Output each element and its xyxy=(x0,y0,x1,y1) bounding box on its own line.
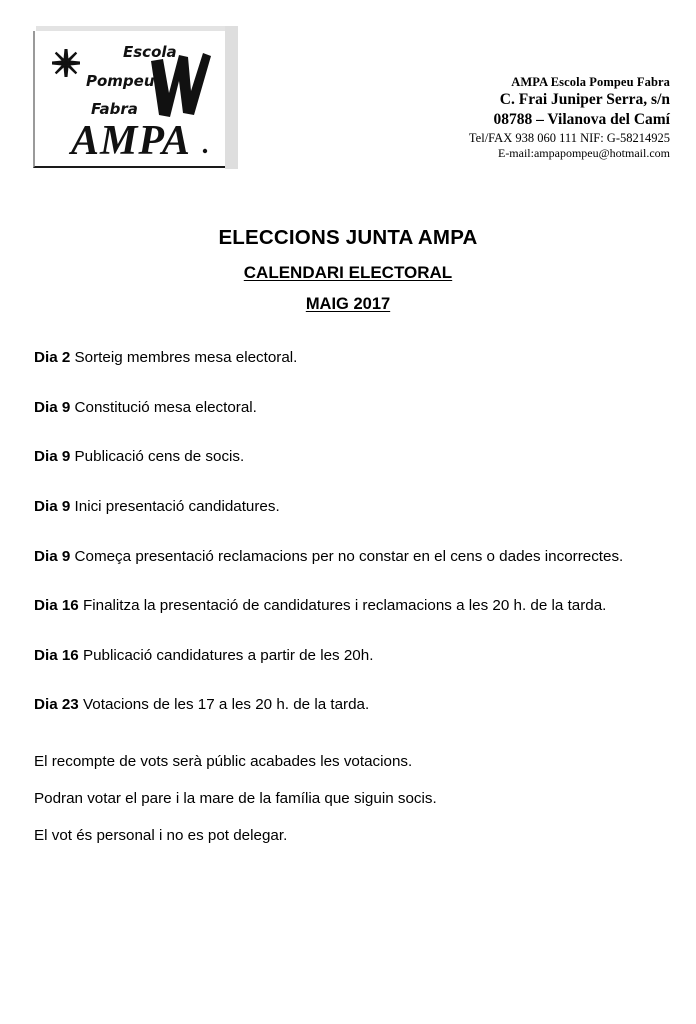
closing-note: Podran votar el pare i la mare de la família que siguin socis. xyxy=(34,790,437,808)
page-date-heading: MAIG 2017 xyxy=(305,295,391,313)
entry-description: Inici presentació candidatures. xyxy=(74,497,280,515)
logo-acronym: AMPA xyxy=(71,118,191,164)
entry-day-label: Dia 23 xyxy=(34,696,79,714)
zigzag-w-mark-icon xyxy=(151,53,211,117)
entry-day-label: Dia 16 xyxy=(34,646,79,664)
address-line-name: AMPA Escola Pompeu Fabra xyxy=(511,75,670,89)
entry-day-label: Dia 9 xyxy=(34,497,71,515)
entry-day-label: Dia 2 xyxy=(34,349,71,366)
logo-line-pompeu: Pompeu xyxy=(86,72,155,90)
closing-note: El recompte de vots serà públic acabades les votacions. xyxy=(34,753,413,770)
page-subtitle: CALENDARI ELECTORAL xyxy=(243,263,453,282)
organization-address-block xyxy=(469,74,670,161)
entry-day-label: Dia 9 xyxy=(34,398,71,416)
calendar-entry xyxy=(34,445,665,470)
entry-description: Publicació cens de socis. xyxy=(74,448,245,466)
entry-description: Finalitza la presentació de candidatures i reclamacions a les 20 h. de la tarda. xyxy=(82,597,607,615)
address-line-phone: Tel/FAX 938 060 111 NIF: G-58214925 xyxy=(468,130,670,145)
entry-description: Votacions de les 17 a les 20 h. de la tarda. xyxy=(82,696,370,714)
calendar-entry xyxy=(34,594,665,619)
logo-line-fabra: Fabra xyxy=(91,100,138,118)
closing-note: El vot és personal i no es pot delegar. xyxy=(34,827,288,845)
logo-acronym-dot xyxy=(203,149,207,153)
calendar-entry xyxy=(34,396,665,421)
entry-description: Começa presentació reclamacions per no constar en el cens o dades incorrectes. xyxy=(74,547,624,565)
ampa-school-logo xyxy=(33,31,225,168)
calendar-entries xyxy=(34,346,665,844)
entry-description: Sorteig membres mesa electoral. xyxy=(74,349,298,366)
address-line-email: E-mail:ampapompeu@hotmail.com xyxy=(497,145,670,160)
logo-shadow-right xyxy=(225,26,238,169)
logo-line-escola: Escola xyxy=(123,43,177,61)
address-line-street: C. Frai Juniper Serra, s/n xyxy=(499,91,670,108)
page-title: ELECCIONS JUNTA AMPA xyxy=(218,226,478,249)
calendar-entry xyxy=(34,693,665,718)
address-line-city: 08788 – Vilanova del Camí xyxy=(493,110,670,128)
calendar-entry xyxy=(34,495,665,520)
entry-day-label: Dia 16 xyxy=(34,597,79,615)
document-header xyxy=(0,0,696,180)
entry-description: Constitució mesa electoral. xyxy=(74,398,257,416)
entry-day-label: Dia 9 xyxy=(34,547,71,565)
starburst-icon xyxy=(52,49,80,77)
calendar-entry xyxy=(34,644,665,669)
document-title-block xyxy=(0,226,696,314)
calendar-entry xyxy=(34,545,665,570)
calendar-entry xyxy=(34,346,665,371)
entry-description: Publicació candidatures a partir de les 20h. xyxy=(82,646,374,664)
entry-day-label: Dia 9 xyxy=(34,448,71,466)
closing-notes xyxy=(34,754,665,844)
